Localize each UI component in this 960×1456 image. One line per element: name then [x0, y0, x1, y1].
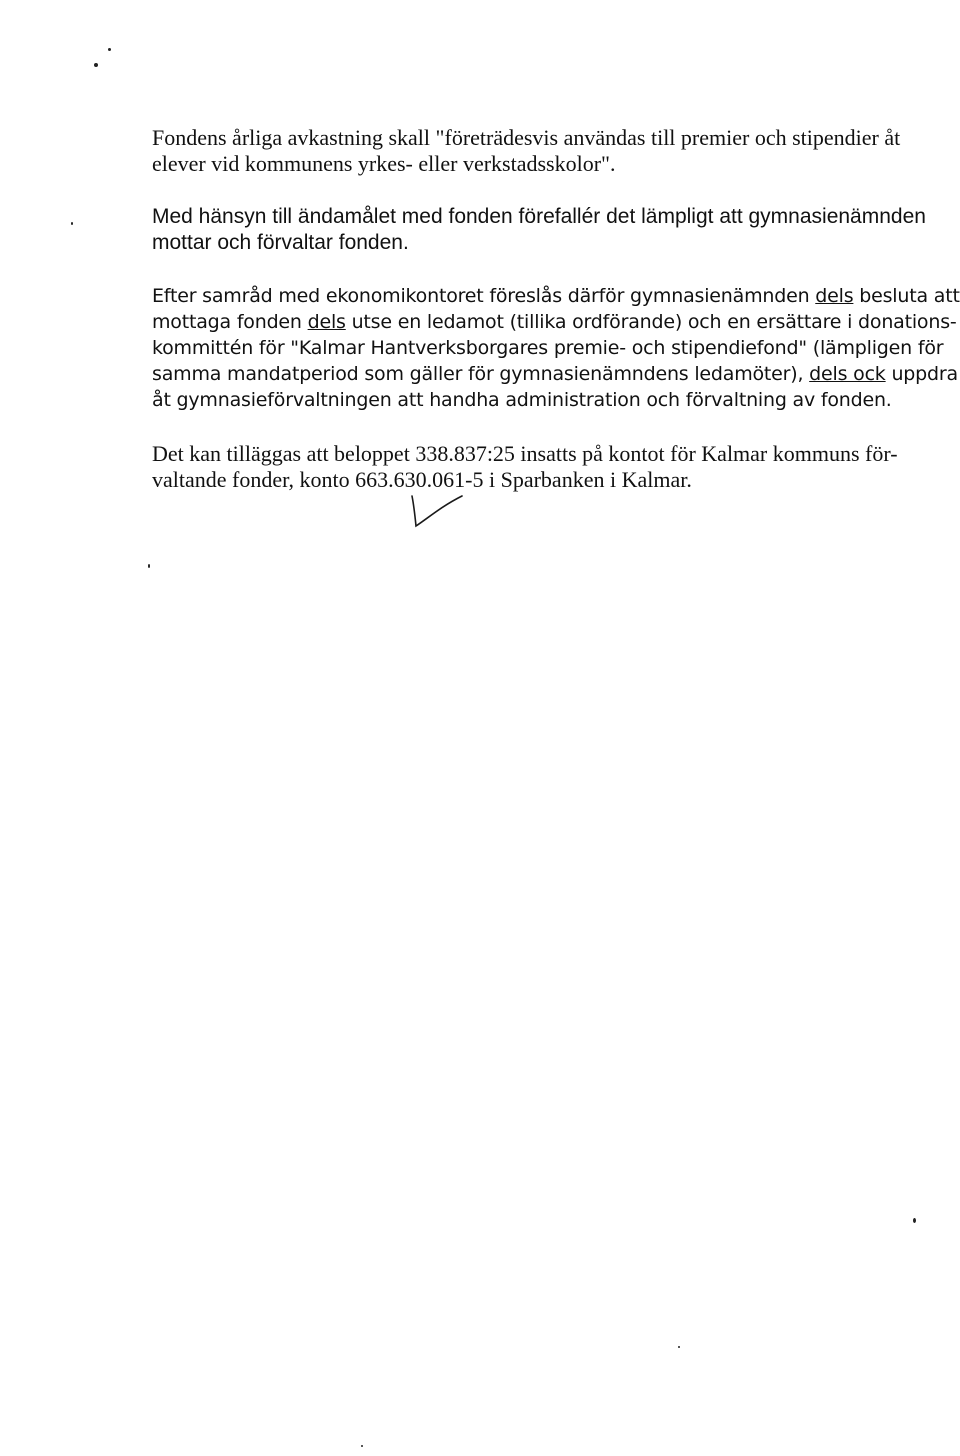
underlined-word: dels — [815, 285, 854, 307]
scan-speck — [148, 564, 150, 568]
paragraph-1-line-2: elever vid kommunens yrkes- eller verkstadsskolor". — [152, 151, 616, 176]
paragraph-3-line-5: åt gymnasieförvaltningen att handha administration och förvaltning av fonden. — [152, 389, 892, 411]
paragraph-4-line-2: valtande fonder, konto 663.630.061-5 i Sparbanken i Kalmar. — [152, 467, 692, 492]
paragraph-2 — [152, 204, 952, 256]
scan-speck — [913, 1218, 916, 1223]
paragraph-2-line-2: mottar och förvaltar fonden. — [152, 231, 409, 254]
paragraph-3-line-3: kommittén för "Kalmar Hantverksborgares premie- och stipendiefond" (lämpligen för — [152, 337, 944, 359]
paragraph-4-line-1: Det kan tilläggas att beloppet 338.837:25 insatts på kontot för Kalmar kommuns för- — [152, 441, 898, 466]
text-segment: samma mandatperiod som gäller för gymnasienämndens ledamöter), — [152, 363, 810, 385]
text-segment: mottaga fonden — [152, 311, 308, 333]
paragraph-3-line-4 — [152, 361, 958, 387]
text-segment: Efter samråd med ekonomikontoret föreslås därför gymnasienämnden — [152, 285, 816, 307]
paragraph-3-line-1 — [152, 283, 960, 309]
paragraph-4 — [152, 441, 952, 493]
underlined-word: dels ock — [809, 363, 886, 385]
text-segment: uppdra — [885, 363, 958, 385]
text-segment: utse en ledamot (tillika ordförande) och en ersättare i donations- — [345, 311, 957, 333]
scan-speck — [361, 1445, 363, 1447]
paragraph-2-line-1: Med hänsyn till ändamålet med fonden förefallér det lämpligt att gymnasienämnden — [152, 205, 926, 228]
scan-speck — [94, 63, 98, 67]
text-segment: besluta att — [853, 285, 960, 307]
paragraph-1-line-1: Fondens årliga avkastning skall "företrädesvis användas till premier och stipendier åt — [152, 125, 901, 150]
scan-speck — [108, 48, 111, 51]
handwritten-check-mark-icon — [406, 492, 466, 532]
scan-speck — [678, 1346, 680, 1348]
paragraph-1 — [152, 125, 952, 177]
underlined-word: dels — [307, 311, 346, 333]
paragraph-3 — [152, 283, 960, 413]
scan-speck — [71, 222, 73, 225]
paragraph-3-line-2 — [152, 309, 957, 335]
